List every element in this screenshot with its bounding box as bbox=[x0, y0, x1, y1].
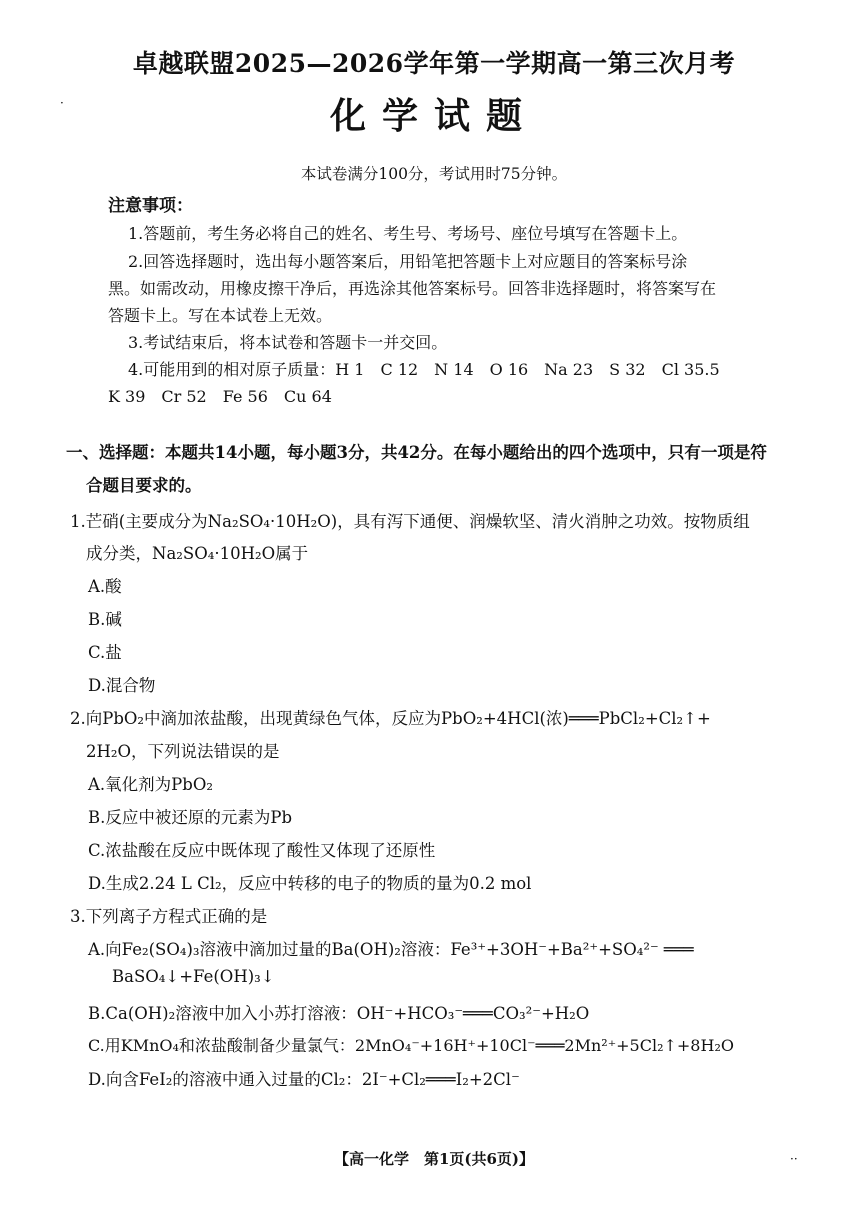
notice-line: 3.考试结束后，将本试卷和答题卡一并交回。 bbox=[128, 333, 448, 352]
question-1-option-c: C.盐 bbox=[88, 643, 122, 662]
question-1-stem: 成分类，Na₂SO₄·10H₂O属于 bbox=[86, 544, 309, 563]
question-2-stem: 2.向PbO₂中滴加浓盐酸，出现黄绿色气体，反应为PbO₂+4HCl(浓)═══PbCl₂+Cl₂↑+ bbox=[70, 709, 711, 728]
score-line: 本试卷满分100分，考试用时75分钟。 bbox=[300, 165, 568, 183]
notice-line: 黑。如需改动，用橡皮擦干净后，再选涂其他答案标号。回答非选择题时，将答案写在 bbox=[108, 279, 717, 298]
notice-line: K 39 Cr 52 Fe 56 Cu 64 bbox=[108, 387, 332, 406]
question-1-option-d: D.混合物 bbox=[88, 676, 156, 695]
notice-heading: 注意事项： bbox=[108, 196, 193, 216]
question-3-option-a: A.向Fe₂(SO₄)₃溶液中滴加过量的Ba(OH)₂溶液：Fe³⁺+3OH⁻+Ba²⁺+SO₄²⁻ ═══ bbox=[88, 940, 694, 959]
question-3-option-d: D.向含FeI₂的溶液中通入过量的Cl₂：2I⁻+Cl₂═══I₂+2Cl⁻ bbox=[88, 1070, 520, 1089]
scan-mark: · bbox=[60, 96, 64, 110]
notice-line: 答题卡上。写在本试卷上无效。 bbox=[108, 306, 333, 325]
question-1-stem: 1.芒硝(主要成分为Na₂SO₄·10H₂O)，具有泻下通便、润燥软坚、清火消肿之功效。按物质组 bbox=[70, 512, 750, 531]
section-heading: 一、选择题：本题共14小题，每小题3分，共42分。在每小题给出的四个选项中，只有一项是符 bbox=[66, 443, 767, 462]
question-3-stem: 3.下列离子方程式正确的是 bbox=[70, 907, 268, 926]
notice-line: 2.回答选择题时，选出每小题答案后，用铅笔把答题卡上对应题目的答案标号涂 bbox=[128, 252, 688, 271]
question-2-option-b: B.反应中被还原的元素为Pb bbox=[88, 808, 293, 827]
question-3-option-b: B.Ca(OH)₂溶液中加入小苏打溶液：OH⁻+HCO₃⁻═══CO₃²⁻+H₂O bbox=[88, 1004, 590, 1023]
question-2-option-c: C.浓盐酸在反应中既体现了酸性又体现了还原性 bbox=[88, 841, 436, 860]
question-2-option-a: A.氧化剂为PbO₂ bbox=[88, 775, 213, 794]
subject-title: 化学试题 bbox=[329, 95, 538, 137]
notice-line: 4.可能用到的相对原子质量：H 1 C 12 N 14 O 16 Na 23 S 32 Cl 35.5 bbox=[128, 360, 720, 379]
exam-title: 卓越联盟2025—2026学年第一学期高一第三次月考 bbox=[132, 49, 736, 78]
section-heading: 合题目要求的。 bbox=[86, 476, 202, 495]
question-1-option-b: B.碱 bbox=[88, 610, 122, 629]
notice-line: 1.答题前，考生务必将自己的姓名、考生号、考场号、座位号填写在答题卡上。 bbox=[128, 224, 688, 243]
question-3-option-c: C.用KMnO₄和浓盐酸制备少量氯气：2MnO₄⁻+16H⁺+10Cl⁻═══2Mn²⁺+5Cl₂↑+8H₂O bbox=[88, 1036, 734, 1055]
page-footer: 【高一化学 第1页(共6页)】 bbox=[333, 1150, 535, 1168]
question-3-option-a-cont: BaSO₄↓+Fe(OH)₃↓ bbox=[112, 967, 275, 986]
question-1-option-a: A.酸 bbox=[88, 577, 122, 596]
question-2-stem: 2H₂O，下列说法错误的是 bbox=[86, 742, 280, 761]
scan-mark: ·· bbox=[790, 1152, 798, 1166]
question-2-option-d: D.生成2.24 L Cl₂，反应中转移的电子的物质的量为0.2 mol bbox=[88, 874, 532, 893]
